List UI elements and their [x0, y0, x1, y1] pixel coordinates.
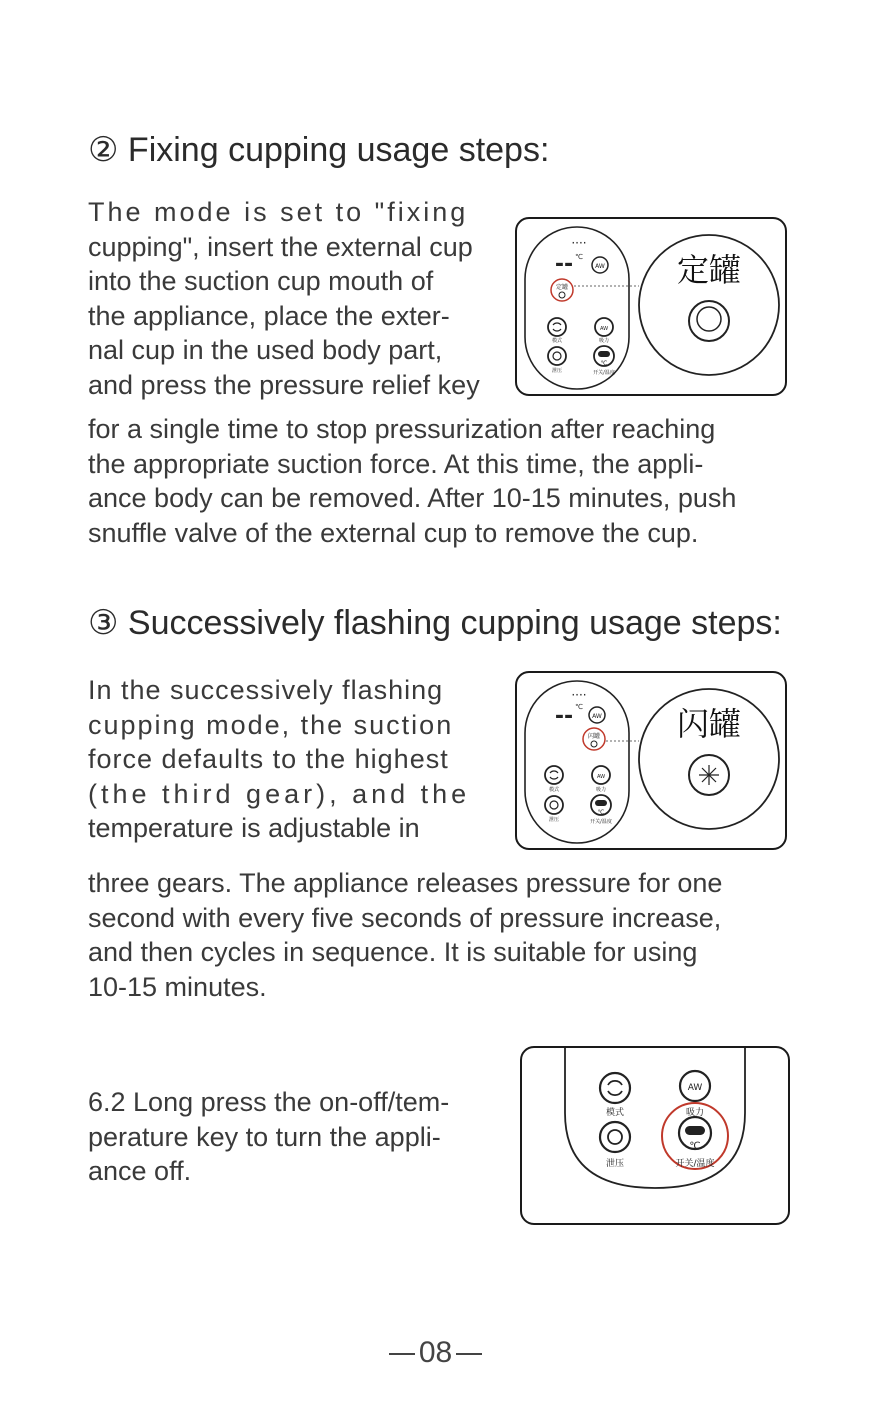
power-unit: ℃ — [689, 1141, 701, 1152]
relief-button-icon — [545, 796, 563, 814]
relief-button-label: 泄压 — [551, 368, 563, 374]
mode-button-icon — [600, 1073, 630, 1103]
power-button-label: 开关/温度 — [590, 819, 612, 825]
mode-label: 定罐 — [555, 284, 569, 291]
flashing-cupping-figure — [515, 671, 787, 850]
zoom-mode-label: 定罐 — [676, 251, 742, 289]
mode-button-label: 模式 — [548, 787, 560, 793]
aw-icon: AW — [687, 1083, 703, 1093]
display-dashes: -- — [554, 252, 574, 277]
power-button-label: 开关/温度 — [675, 1159, 715, 1169]
power-button-label: 开关/温度 — [593, 370, 615, 376]
control-panel-outline — [565, 1048, 745, 1188]
control-panel-closeup-diagram — [522, 1048, 788, 1223]
footer-dash-left — [389, 1353, 415, 1355]
section-3-heading: ③ Successively flashing cupping usage steps: — [88, 604, 782, 642]
mode-button-icon — [548, 318, 566, 336]
text-line: cupping mode, the suction — [88, 709, 454, 740]
cycle-icon — [553, 323, 561, 331]
text-line: perature key to turn the appli- — [88, 1121, 441, 1152]
text-line: and press the pressure relief key — [88, 369, 480, 400]
aw-icon: AW — [596, 774, 606, 780]
toggle-icon — [598, 351, 610, 357]
toggle-icon — [685, 1126, 705, 1135]
text-line: The mode is set to "fixing — [88, 197, 469, 227]
suction-button-label: 吸力 — [598, 338, 610, 344]
text-line: for a single time to stop pressurization after reaching — [88, 414, 716, 444]
text-line: (the third gear), and the — [88, 778, 471, 809]
text-line: In the successively flashing — [88, 675, 444, 705]
text-line: and then cycles in sequence. It is suitable for using — [88, 937, 698, 967]
text-line: three gears. The appliance releases pressure for one — [88, 868, 723, 898]
power-off-figure — [520, 1046, 790, 1225]
relief-button-label: 泄压 — [548, 817, 560, 823]
text-line: snuffle valve of the external cup to remove the cup. — [88, 517, 699, 548]
text-line: ance body can be removed. After 10-15 minutes, push — [88, 483, 737, 513]
text-line: nal cup in the used body part, — [88, 335, 443, 365]
cycle-icon — [550, 771, 558, 779]
mode-button-label: 模式 — [605, 1108, 625, 1118]
mode-button-icon — [545, 766, 563, 784]
cycle-icon — [608, 1081, 622, 1095]
section-3-text-bottom — [88, 866, 722, 1004]
relief-button-label: 泄压 — [605, 1159, 625, 1169]
section-2-heading: ② Fixing cupping usage steps: — [88, 131, 550, 169]
mode-label: 闪罐 — [587, 733, 601, 740]
aw-label: AW — [595, 263, 605, 270]
celsius-unit: ℃ — [575, 703, 583, 711]
power-unit: ℃ — [600, 360, 608, 367]
section-3-text-top — [88, 673, 470, 846]
suction-button-label: 吸力 — [595, 787, 607, 793]
fixing-cupping-figure — [515, 217, 787, 396]
flash-star-icon — [699, 765, 719, 785]
gauge-icon — [553, 352, 561, 360]
footer-dash-right — [456, 1353, 482, 1355]
control-panel-diagram — [517, 673, 785, 848]
flash-icon — [591, 741, 597, 747]
relief-button-icon — [600, 1122, 630, 1152]
control-panel-outline — [525, 227, 629, 389]
suction-button-label: 吸力 — [685, 1108, 705, 1118]
text-line: 10-15 minutes. — [88, 971, 267, 1002]
text-line: force defaults to the highest — [88, 744, 449, 774]
text-line: second with every five seconds of pressure increase, — [88, 902, 722, 933]
text-line: the appropriate suction force. At this time, the appli- — [88, 448, 704, 479]
section-6-2-text — [88, 1085, 449, 1189]
relief-button-icon — [548, 347, 566, 365]
aw-label: AW — [592, 713, 602, 720]
cup-icon — [559, 292, 565, 298]
aw-icon: AW — [599, 326, 609, 332]
text-line: temperature is adjustable in — [88, 813, 420, 843]
text-line: the appliance, place the exter- — [88, 300, 450, 331]
power-unit: ℃ — [597, 809, 605, 816]
mode-button-label: 模式 — [551, 338, 563, 344]
indicator-dots: ···· — [571, 688, 587, 702]
page-number-value: 08 — [418, 1336, 453, 1369]
text-line: 6.2 Long press the on-off/tem- — [88, 1087, 450, 1117]
toggle-icon — [595, 800, 607, 806]
indicator-dots: ···· — [571, 236, 587, 250]
gauge-icon — [608, 1130, 622, 1144]
zoom-mode-label: 闪罐 — [676, 705, 742, 743]
gauge-icon — [550, 801, 558, 809]
celsius-unit: ℃ — [575, 253, 583, 261]
text-line: ance off. — [88, 1156, 192, 1186]
text-line: into the suction cup mouth of — [88, 266, 434, 296]
display-dashes: -- — [554, 704, 574, 729]
text-line: cupping", insert the external cup — [88, 231, 473, 262]
page-number — [0, 1336, 871, 1370]
section-2-text-top — [88, 195, 480, 402]
section-2-text-bottom — [88, 412, 736, 550]
control-panel-diagram — [517, 219, 785, 394]
